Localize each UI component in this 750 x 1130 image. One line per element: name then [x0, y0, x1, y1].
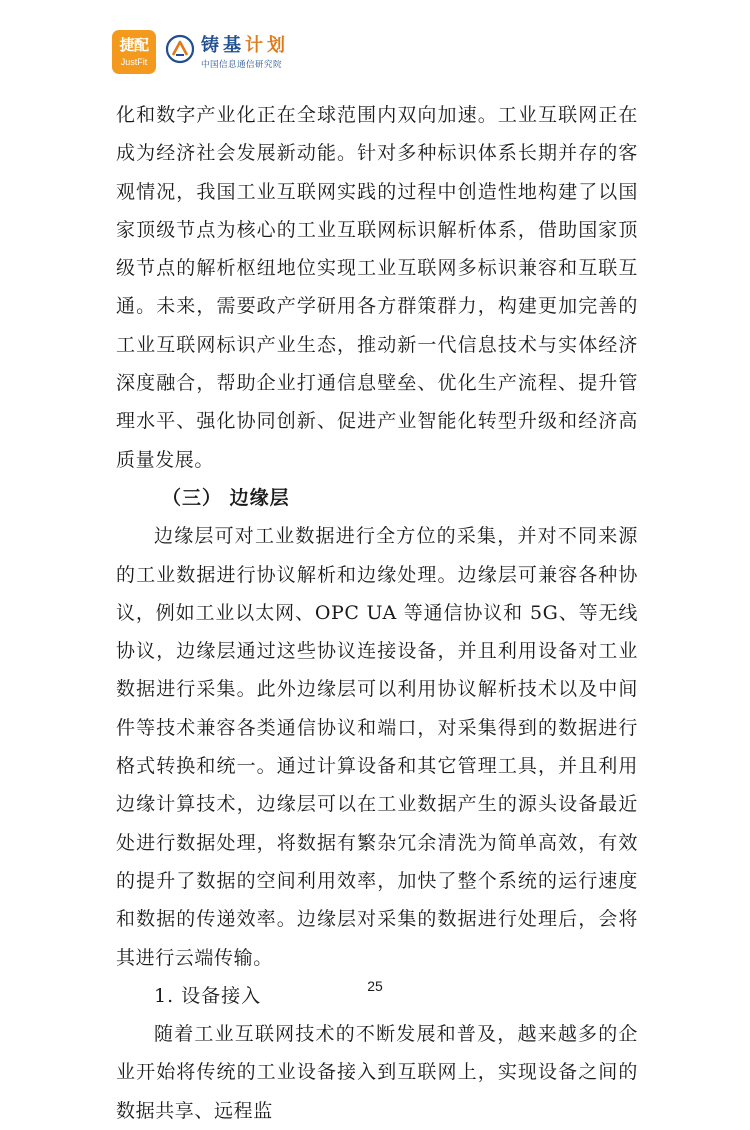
section-heading-edge-layer: （三） 边缘层	[162, 486, 290, 509]
justfit-logo-cn: 捷配	[119, 36, 149, 54]
page-body	[116, 96, 638, 1130]
zhuji-plan-subtitle: 中国信息通信研究院	[201, 60, 283, 70]
page-header	[112, 30, 672, 74]
zhuji-plan-logo	[165, 30, 365, 74]
zhuji-plan-title	[201, 31, 289, 57]
page-number: 25	[367, 978, 383, 994]
body-paragraph-1: 化和数字产业化正在全球范围内双向加速。工业互联网正在成为经济社会发展新动能。针对多种标识体系长期并存的客观情况，我国工业互联网实践的过程中创造性地构建了以国家顶级节点为核心的工业互联网标识解析体系，借助国家顶级节点的解析枢纽地位实现工业互联网多标识兼容和互联互通。未来，需要政产学研用各方群策群力，构建更加完善的工业互联网标识产业生态，推动新一代信息技术与实体经济深度融合，帮助企业打通信息壁垒、优化生产流程、提升管理水平、强化协同创新、促进产业智能化转型升级和经济高质量发展。	[116, 104, 638, 471]
subsection-heading-device-access: 1. 设备接入	[154, 984, 262, 1007]
justfit-logo	[112, 30, 156, 74]
justfit-logo-en: JustFit	[120, 57, 148, 67]
body-paragraph-3: 随着工业互联网技术的不断发展和普及，越来越多的企业开始将传统的工业设备接入到互联网上，实现设备之间的数据共享、远程监	[116, 1023, 638, 1122]
zhuji-title-part2: 计划	[245, 35, 289, 56]
zhuji-title-part1: 铸基	[201, 35, 245, 56]
caict-emblem-icon	[165, 34, 195, 64]
body-paragraph-2: 边缘层可对工业数据进行全方位的采集，并对不同来源的工业数据进行协议解析和边缘处理。边缘层可兼容各种协议，例如工业以太网、OPC UA 等通信协议和 5G、等无线协议，边缘层通过这些协议连接设备，并且利用设备对工业数据进行采集。此外边缘层可以利用协议解析技术以及中间件等技术兼容各类通信协议和端口，对采集得到的数据进行格式转换和统一。通过计算设备和其它管理工具，并且利用边缘计算技术，边缘层可以在工业数据产生的源头设备最近处进行数据处理，将数据有繁杂冗余清洗为简单高效，有效的提升了数据的空间利用效率，加快了整个系统的运行速度和数据的传递效率。边缘层对采集的数据进行处理后，会将其进行云端传输。	[116, 525, 638, 969]
